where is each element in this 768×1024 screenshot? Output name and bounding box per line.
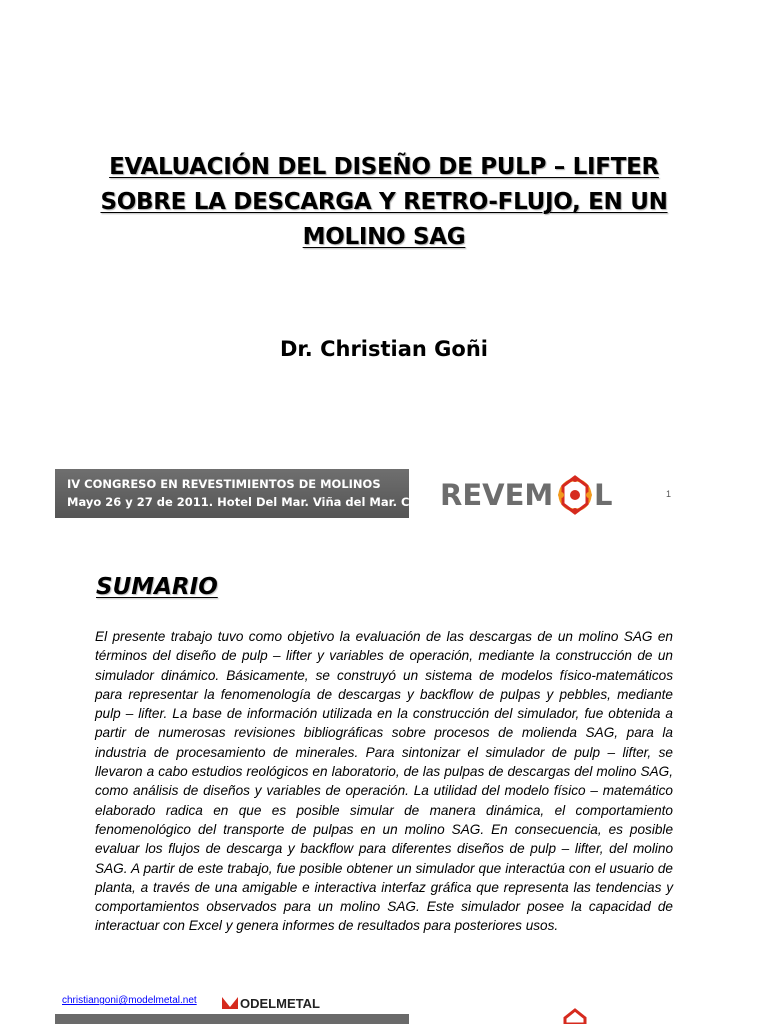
modelmetal-text: ODELMETAL [240,996,320,1011]
title-line-2: SOBRE LA DESCARGA Y RETRO-FLUJO, EN UN [100,189,668,215]
title-line-1: EVALUACIÓN DEL DISEÑO DE PULP – LIFTER [109,154,659,180]
conference-banner [55,469,439,518]
logo-text-revem: REVEM [440,478,554,512]
page-number: 1 [666,489,672,499]
next-slide-banner [55,1014,409,1024]
banner-line-1: IV CONGRESO EN REVESTIMIENTOS DE MOLINOS [67,477,381,491]
title-line-3: MOLINO SAG [302,224,466,250]
revemol-logo [440,474,640,516]
logo-gear-icon [558,476,592,514]
section-heading: SUMARIO [96,574,218,600]
document-title [60,150,708,255]
modelmetal-mark-icon [222,997,238,1009]
author-name: Dr. Christian Goñi [280,337,488,361]
modelmetal-logo [220,993,340,1013]
logo-text-l: L [594,478,613,512]
banner-line-2: Mayo 26 y 27 de 2011. Hotel Del Mar. Viña del Mar. CHILE [67,495,439,509]
footer-email-link[interactable]: christiangoni@modelmetal.net [62,995,197,1006]
summary-paragraph: El presente trabajo tuvo como objetivo la evaluación de las descargas de un molino SAG en términos del diseño de pulp – lifter y variables de operación, mediante la construcción de un simulador dinámico. Básicamente, se construyó un sistema de modelos físico-matemáticos para representar la fenomenología de descargas y backflow de pulpas y pebbles, mediante pulp – lifter. La base de información utilizada en la construcción del simulador, fue obtenida a partir de numerosas revisiones bibliográficas sobre procesos de molienda SAG, para la industria de procesamiento de minerales. Para sintonizar el simulador de pulp – lifter, se llevaron a cabo estudios reológicos en laboratorio, de las pulpas de descargas del molino SAG, como análisis de diseños y variables de operación. La utilidad del modelo físico – matemático elaborado radica en que es posible simular de manera dinámica, el comportamiento fenomenológico del transporte de pulpas en un molino SAG. En consecuencia, es posible evaluar los flujos de descarga y backflow para diferentes diseños de pulp – lifter, del molino SAG. A partir de este trabajo, fue posible obtener un simulador que interactúa con el usuario de planta, a través de una amigable e interactiva interfaz gráfica que representa las tendencias y comportamientos observados para un molino SAG. Este simulador posee la capacidad de interactuar con Excel y genera informes de resultados para posteriores usos. [95,629,673,934]
next-slide-logo-icon [560,1008,590,1024]
